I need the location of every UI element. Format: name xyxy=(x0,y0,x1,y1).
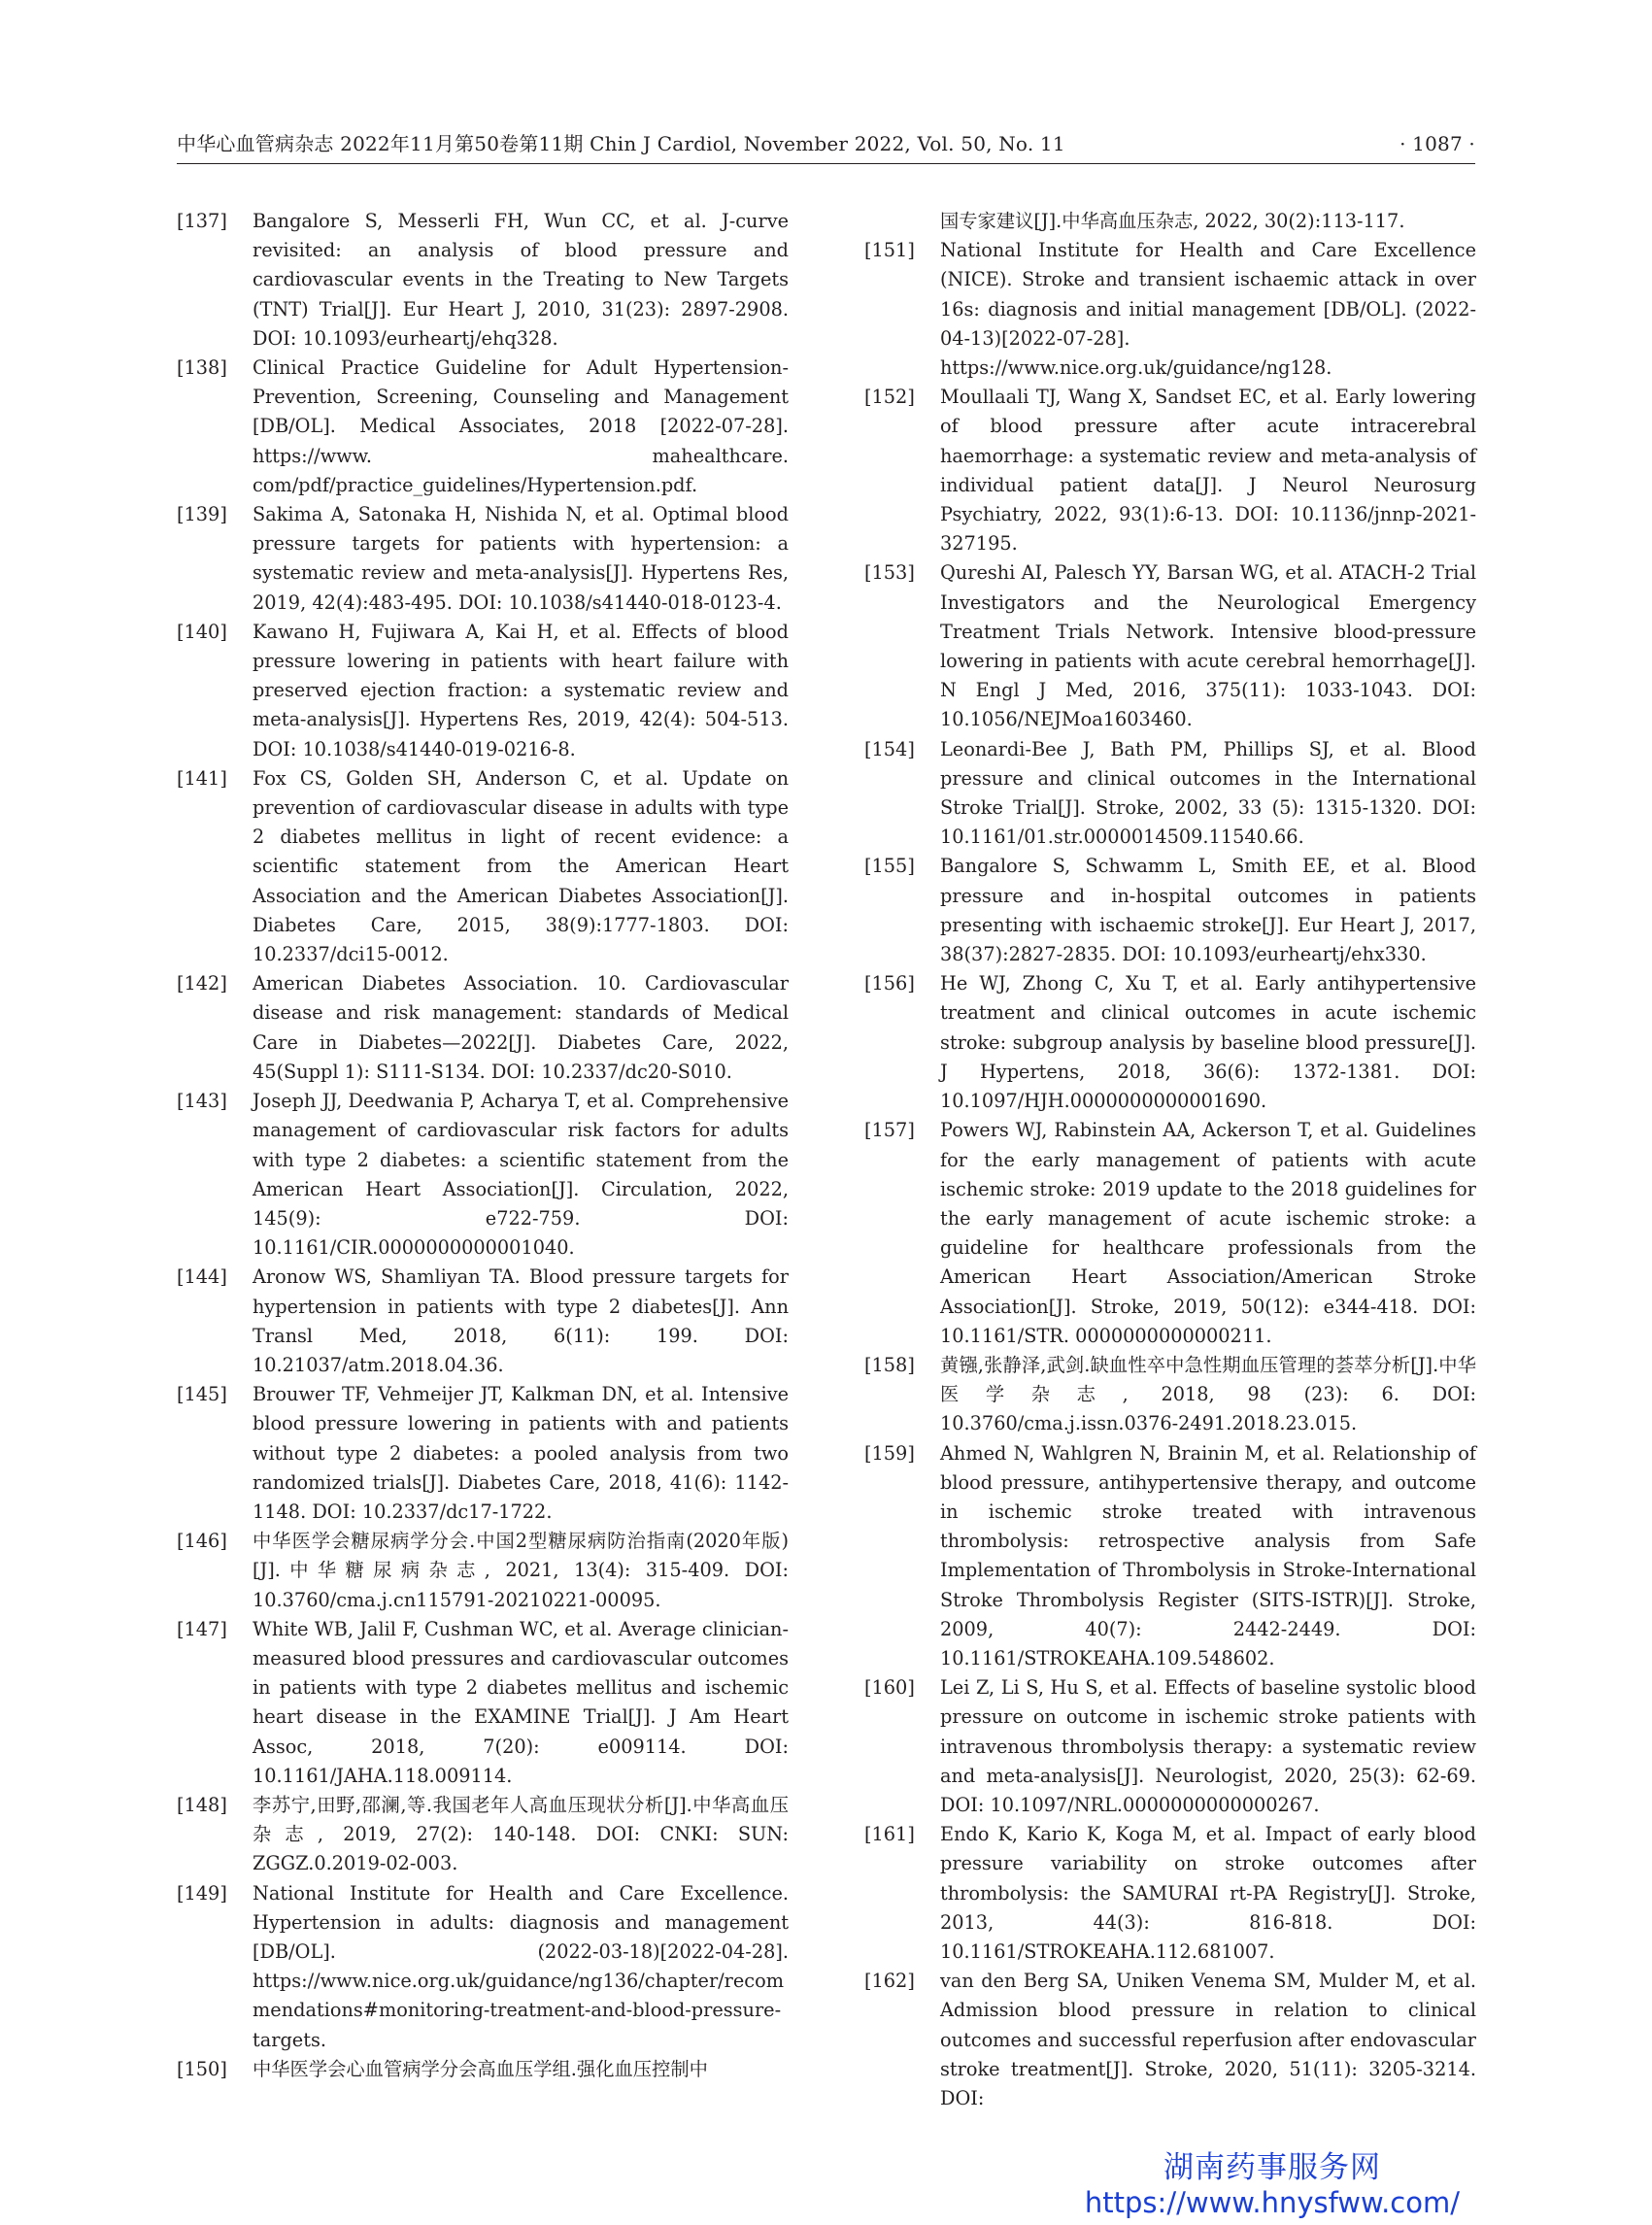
reference-entry xyxy=(864,236,1476,383)
reference-text: Bangalore S, Schwamm L, Smith EE, et al. Blood pressure and in-hospital outcomes in patients presenting with ischaemic stroke[J]. Eur Heart J, 2017, 38(37):2827-2835. DOI: 10.1093/eurheartj/ehx330. xyxy=(940,855,1476,966)
reference-entry xyxy=(864,852,1476,969)
reference-text: Fox CS, Golden SH, Anderson C, et al. Update on prevention of cardiovascular disease in adults with type 2 diabetes mellitus in light of recent evidence: a scientific statement from the American Heart Association and the American Diabetes Association[J]. Diabetes Care, 2015, 38(9):1777-1803. DOI: 10.2337/dci15-0012. xyxy=(253,766,789,966)
reference-text: Qureshi AI, Palesch YY, Barsan WG, et al. ATACH-2 Trial Investigators and the Neurological Emergency Treatment Trials Network. Intensive blood-pressure lowering in patients with acute cerebral hemorrhage[J]. N Engl J Med, 2016, 375(11): 1033-1043. DOI: 10.1056/NEJMoa1603460. xyxy=(940,561,1476,731)
reference-entry xyxy=(177,1087,789,1263)
reference-text: Bangalore S, Messerli FH, Wun CC, et al. J-curve revisited: an analysis of blood pressure and cardiovascular events in the Treating to New Targets (TNT) Trial[J]. Eur Heart J, 2010, 31(23): 2897-2908. DOI: 10.1093/eurheartj/ehq328. xyxy=(253,210,789,350)
reference-number: [157] xyxy=(864,1119,915,1142)
reference-number: [143] xyxy=(177,1090,227,1113)
reference-text: 中华医学会糖尿病学分会.中国2型糖尿病防治指南(2020年版)[J].中华糖尿病杂志, 2021, 13(4): 315-409. DOI: 10.3760/cma.j.cn115791-20210221-00095. xyxy=(253,1530,789,1611)
reference-number: [148] xyxy=(177,1793,227,1816)
reference-entry xyxy=(177,618,789,764)
reference-number: [152] xyxy=(864,386,915,409)
reference-entry xyxy=(177,1527,789,1615)
reference-entry xyxy=(864,969,1476,1116)
reference-entry xyxy=(864,1673,1476,1820)
reference-entry xyxy=(864,1820,1476,1967)
reference-number: [150] xyxy=(177,2057,227,2080)
reference-text: White WB, Jalil F, Cushman WC, et al. Average clinician-measured blood pressures and cardiovascular outcomes in patients with type 2 diabetes mellitus and ischemic heart disease in the EXAMINE Trial[J]. J Am Heart Assoc, 2018, 7(20): e009114. DOI: 10.1161/JAHA.118.009114. xyxy=(253,1617,789,1787)
reference-text: Aronow WS, Shamliyan TA. Blood pressure targets for hypertension in patients with type 2 diabetes[J]. Ann Transl Med, 2018, 6(11): 199. DOI: 10.21037/atm.2018.04.36. xyxy=(253,1265,789,1376)
reference-entry xyxy=(177,1879,789,2055)
reference-text: He WJ, Zhong C, Xu T, et al. Early antihypertensive treatment and clinical outcomes in acute ischemic stroke: subgroup analysis by baseline blood pressure[J]. J Hypertens, 2018, 36(6): 1372-1381. DOI: 10.1097/HJH.0000000000001690. xyxy=(940,972,1476,1113)
page-number: · 1087 · xyxy=(1399,132,1475,155)
reference-number: [151] xyxy=(864,239,915,262)
reference-number: [141] xyxy=(177,766,227,790)
reference-entry xyxy=(864,1116,1476,1351)
reference-text: 国专家建议[J].中华高血压杂志, 2022, 30(2):113-117. xyxy=(940,210,1405,232)
reference-number: [162] xyxy=(864,1970,915,1993)
reference-number: [147] xyxy=(177,1617,227,1640)
reference-text: 黄镪,张静泽,武剑.缺血性卒中急性期血压管理的荟萃分析[J].中华医学杂志, 2018, 98 (23): 6. DOI: 10.3760/cma.j.issn.0376-2491.2018.23.015. xyxy=(940,1353,1476,1435)
reference-text: Leonardi-Bee J, Bath PM, Phillips SJ, et al. Blood pressure and clinical outcomes in the International Stroke Trial[J]. Stroke, 2002, 33 (5): 1315-1320. DOI: 10.1161/01.str.0000014509.11540.66. xyxy=(940,737,1476,849)
reference-number: [154] xyxy=(864,737,915,760)
reference-entry xyxy=(177,969,789,1087)
watermark xyxy=(1085,2149,1460,2219)
reference-text: Kawano H, Fujiwara A, Kai H, et al. Effects of blood pressure lowering in patients with heart failure with preserved ejection fraction: a systematic review and meta-analysis[J]. Hypertens Res, 2019, 42(4): 504-513. DOI: 10.1038/s41440-019-0216-8. xyxy=(253,620,789,760)
reference-text: Brouwer TF, Vehmeijer JT, Kalkman DN, et al. Intensive blood pressure lowering in patients with and patients without type 2 diabetes: a pooled analysis from two randomized trials[J]. Diabetes Care, 2018, 41(6): 1142-1148. DOI: 10.2337/dc17-1722. xyxy=(253,1383,789,1523)
reference-number: [146] xyxy=(177,1530,227,1553)
reference-number: [158] xyxy=(864,1353,915,1376)
reference-number: [145] xyxy=(177,1383,227,1406)
reference-entry xyxy=(864,558,1476,734)
reference-text: Moullaali TJ, Wang X, Sandset EC, et al. Early lowering of blood pressure after acute intracerebral haemorrhage: a systematic review and meta-analysis of individual patient data[J]. J Neurol Neurosurg Psychiatry, 2022, 93(1):6-13. DOI: 10.1136/jnnp-2021-327195. xyxy=(940,386,1476,556)
reference-text: National Institute for Health and Care Excellence (NICE). Stroke and transient ischaemic attack in over 16s: diagnosis and initial management [DB/OL]. (2022-04-13)[2022-07-28]. https://www.nice.org.uk/guidance/ng128. xyxy=(940,239,1476,380)
reference-number: [142] xyxy=(177,972,227,995)
reference-column-left xyxy=(177,207,789,2084)
reference-number: [155] xyxy=(864,855,915,878)
reference-text: Lei Z, Li S, Hu S, et al. Effects of baseline systolic blood pressure on outcome in ischemic stroke patients with intravenous thrombolysis therapy: a systematic review and meta-analysis[J]. Neurologist, 2020, 25(3): 62-69. DOI: 10.1097/NRL.0000000000000267. xyxy=(940,1676,1476,1816)
reference-number: [144] xyxy=(177,1265,227,1289)
reference-text: National Institute for Health and Care Excellence. Hypertension in adults: diagnosis and management [DB/OL]. (2022-03-18)[2022-04-28]. https://www.nice.org.uk/guidance/ng136/chapter/recommendations#monitoring-treatment-and-blood-pressure-targets. xyxy=(253,1881,789,2051)
reference-number: [160] xyxy=(864,1676,915,1700)
reference-text: Sakima A, Satonaka H, Nishida N, et al. Optimal blood pressure targets for patients with hypertension: a systematic review and meta-analysis[J]. Hypertens Res, 2019, 42(4):483-495. DOI: 10.1038/s41440-018-0123-4. xyxy=(253,503,789,614)
reference-entry xyxy=(177,207,789,354)
reference-entry xyxy=(177,1380,789,1527)
watermark-url: https://www.hnysfww.com/ xyxy=(1084,2186,1460,2219)
reference-text: Endo K, Kario K, Koga M, et al. Impact of early blood pressure variability on stroke outcomes after thrombolysis: the SAMURAI rt-PA Registry[J]. Stroke, 2013, 44(3): 816-818. DOI: 10.1161/STROKEAHA.112.681007. xyxy=(940,1823,1476,1963)
reference-entry xyxy=(864,1439,1476,1674)
reference-entry xyxy=(864,1351,1476,1439)
reference-text: 李苏宁,田野,邵澜,等.我国老年人高血压现状分析[J].中华高血压杂志, 2019, 27(2): 140-148. DOI: CNKI: SUN: ZGGZ.0.2019-02-003. xyxy=(253,1793,789,1875)
reference-number: [139] xyxy=(177,503,227,526)
running-header xyxy=(177,124,1475,164)
reference-number: [161] xyxy=(864,1823,915,1846)
reference-text: American Diabetes Association. 10. Cardiovascular disease and risk management: standards of Medical Care in Diabetes—2022[J]. Diabetes Care, 2022, 45(Suppl 1): S111-S134. DOI: 10.2337/dc20-S010. xyxy=(253,972,789,1083)
reference-entry xyxy=(177,1791,789,1879)
reference-number: [153] xyxy=(864,561,915,585)
reference-text: Ahmed N, Wahlgren N, Brainin M, et al. Relationship of blood pressure, antihypertensive therapy, and outcome in ischemic stroke treated with intravenous thrombolysis: retrospective analysis from Safe Implementation of Thrombolysis in Stroke-International Stroke Thrombolysis Register (SITS-ISTR)[J]. Stroke, 2009, 40(7): 2442-2449. DOI: 10.1161/STROKEAHA.109.548602. xyxy=(940,1441,1476,1669)
reference-text: van den Berg SA, Uniken Venema SM, Mulder M, et al. Admission blood pressure in relation to clinical outcomes and successful reperfusion after endovascular stroke treatment[J]. Stroke, 2020, 51(11): 3205-3214. DOI: xyxy=(940,1970,1476,2109)
reference-entry xyxy=(177,354,789,500)
reference-entry xyxy=(864,383,1476,558)
reference-number: [159] xyxy=(864,1441,915,1465)
reference-entry xyxy=(864,207,1476,236)
reference-entry xyxy=(177,2055,789,2084)
reference-column-right xyxy=(864,207,1476,2113)
reference-text: Joseph JJ, Deedwania P, Acharya T, et al. Comprehensive management of cardiovascular risk factors for adults with type 2 diabetes: a scientific statement from the American Heart Association[J]. Circulation, 2022, 145(9): e722-759. DOI: 10.1161/CIR.0000000000001040. xyxy=(253,1090,789,1260)
reference-number: [138] xyxy=(177,356,227,380)
reference-entry xyxy=(177,500,789,618)
reference-number: [149] xyxy=(177,1881,227,1905)
reference-entry xyxy=(864,735,1476,853)
reference-number: [137] xyxy=(177,210,227,232)
reference-number: [156] xyxy=(864,972,915,995)
watermark-name: 湖南药事服务网 xyxy=(1163,2150,1381,2185)
reference-entry xyxy=(177,764,789,969)
reference-entry xyxy=(864,1967,1476,2113)
journal-citation: 中华心血管病杂志 2022年11月第50卷第11期 Chin J Cardiol, November 2022, Vol. 50, No. 11 xyxy=(177,132,1065,155)
reference-text: 中华医学会心血管病学分会高血压学组.强化血压控制中 xyxy=(253,2057,708,2080)
reference-entry xyxy=(177,1263,789,1380)
reference-number: [140] xyxy=(177,620,227,643)
reference-text: Powers WJ, Rabinstein AA, Ackerson T, et al. Guidelines for the early management of patients with acute ischemic stroke: 2019 update to the 2018 guidelines for the early management of acute ischemic stroke: a guideline for healthcare professionals from the American Heart Association/American Stroke Association[J]. Stroke, 2019, 50(12): e344-418. DOI: 10.1161/STR. 0000000000000211. xyxy=(940,1119,1476,1347)
reference-entry xyxy=(177,1615,789,1791)
reference-text: Clinical Practice Guideline for Adult Hypertension-Prevention, Screening, Counseling and Management [DB/OL]. Medical Associates, 2018 [2022-07-28]. https://www. mahealthcare. com/pdf/practice_guidelines/Hypertension.pdf. xyxy=(253,356,789,496)
